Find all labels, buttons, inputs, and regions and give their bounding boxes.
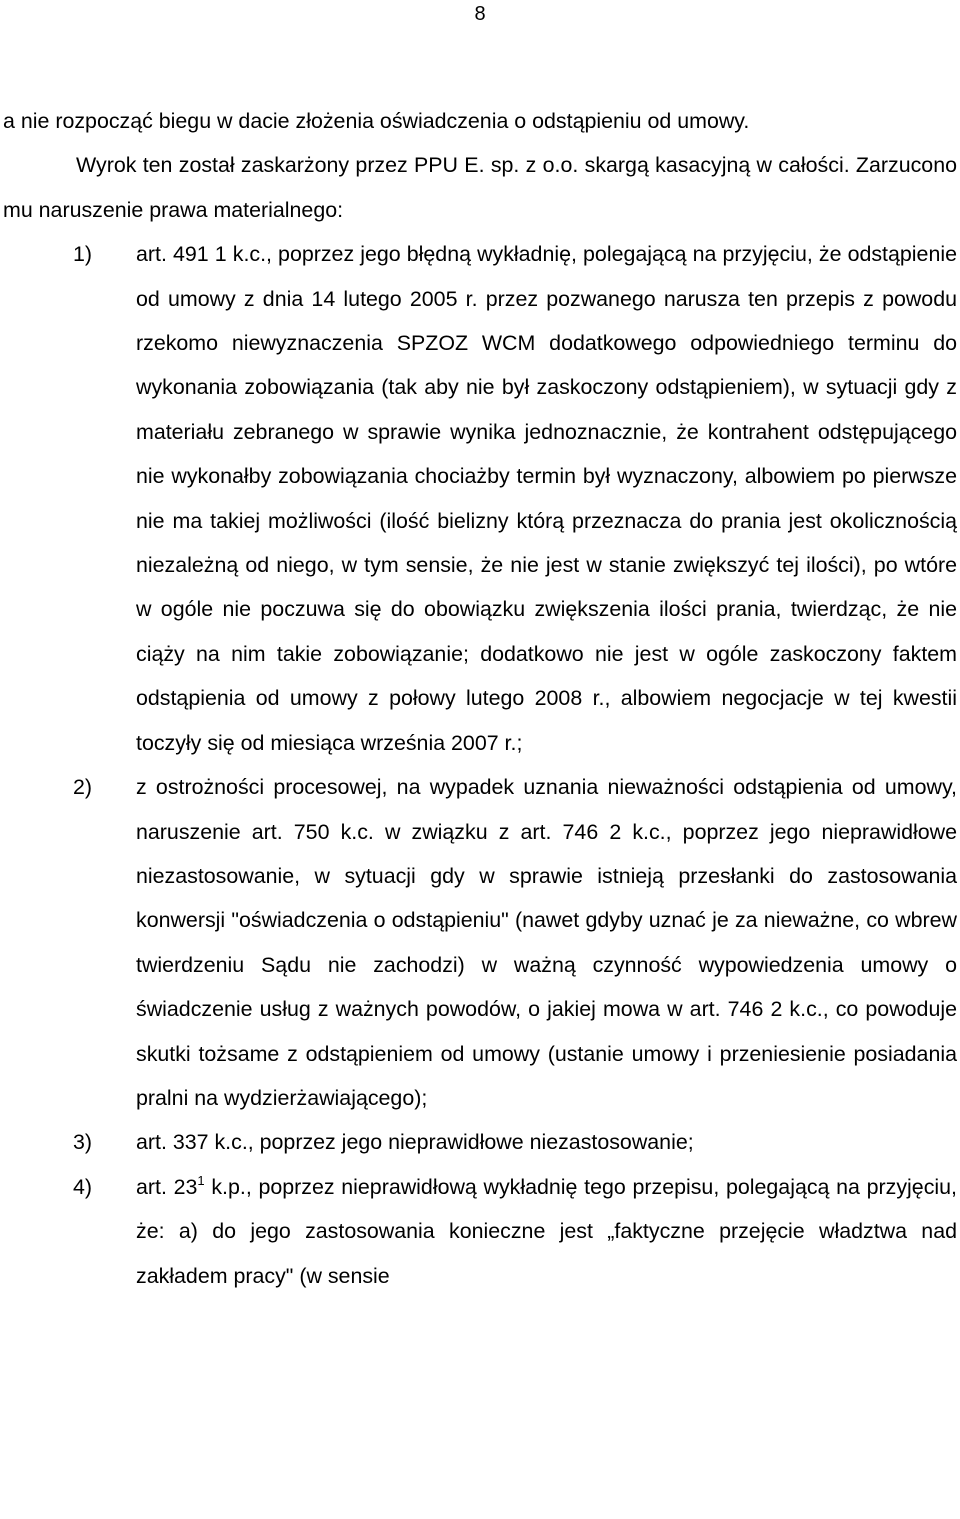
list-item-text: art. 491 1 k.c., poprzez jego błędną wykładnię, polegającą na przyjęciu, że odstąpienie od umowy z dnia 14 lutego 2005 r. przez pozwanego narusza ten przepis z powodu rzekomo niewyznaczenia SPZOZ WCM dodatkowego odpowiedniego terminu do wykonania zobowiązania (tak aby nie był zaskoczony odstąpieniem), w sytuacji gdy z materiału zebranego w sprawie wynika jednoznacznie, że kontrahent odstępującego nie wykonałby zobowiązania chociażby termin był wyznaczony, albowiem po pierwsze nie ma takiej możliwości (ilość bielizny którą przeznacza do prania jest okolicznością niezależną od niego, w tym sensie, że nie jest w stanie zwiększyć tej ilości), po wtóre w ogóle nie poczuwa się do obowiązku zwiększenia ilości prania, twierdząc, że nie ciąży na nim takie zobowiązanie; dodatkowo nie jest w ogóle zaskoczony faktem odstąpienia od umowy z połowy lutego 2008 r., albowiem negocjacje w tej kwestii toczyły się od miesiąca września 2007 r.; (136, 242, 957, 755)
list-item-text: art. 337 k.c., poprzez jego nieprawidłowe niezastosowanie; (136, 1130, 694, 1155)
page-number: 8 (474, 3, 486, 25)
list-item (3, 1120, 957, 1164)
list-item-text: z ostrożności procesowej, na wypadek uznania nieważności odstąpienia od umowy, naruszenie art. 750 k.c. w związku z art. 746 2 k.c., poprzez jego nieprawidłowe niezastosowanie, w sytuacji gdy w sprawie istnieją przesłanki do zastosowania konwersji "oświadczenia o odstąpieniu" (nawet gdyby uznać je za nieważne, co wbrew twierdzeniu Sądu nie zachodzi) w ważną czynność wypowiedzenia umowy o świadczenie usług z ważnych powodów, o jakiej mowa w art. 746 2 k.c., co powoduje skutki tożsame z odstąpieniem od umowy (ustanie umowy i przeniesienie posiadania pralni na wydzierżawiającego); (136, 775, 957, 1110)
list-item-number: 4) (72, 1174, 92, 1199)
paragraph: a nie rozpocząć biegu w dacie złożenia oświadczenia o odstąpieniu od umowy. (3, 109, 750, 133)
list-item-number: 3) (72, 1130, 92, 1155)
list-item (3, 1165, 957, 1298)
superscript: 1 (197, 1172, 205, 1188)
list-item-number: 2) (72, 775, 92, 800)
paragraph: Wyrok ten został zaskarżony przez PPU E. sp. z o.o. skargą kasacyjną w całości. Zarzucono mu naruszenie prawa materialnego: (3, 153, 957, 222)
list-item-text (136, 1165, 957, 1298)
list-item (3, 765, 957, 1120)
document-body (3, 99, 957, 1298)
list-item-number: 1) (72, 242, 92, 267)
list-item-text-end: k.p., poprzez nieprawidłową wykładnię tego przepisu, polegającą na przyjęciu, że: a) do jego zastosowania konieczne jest „faktyczne przejęcie władztwa nad zakładem pracy" (w sensie (136, 1174, 957, 1288)
list-item-text-start: art. 23 (136, 1174, 198, 1199)
list-item (3, 232, 957, 765)
